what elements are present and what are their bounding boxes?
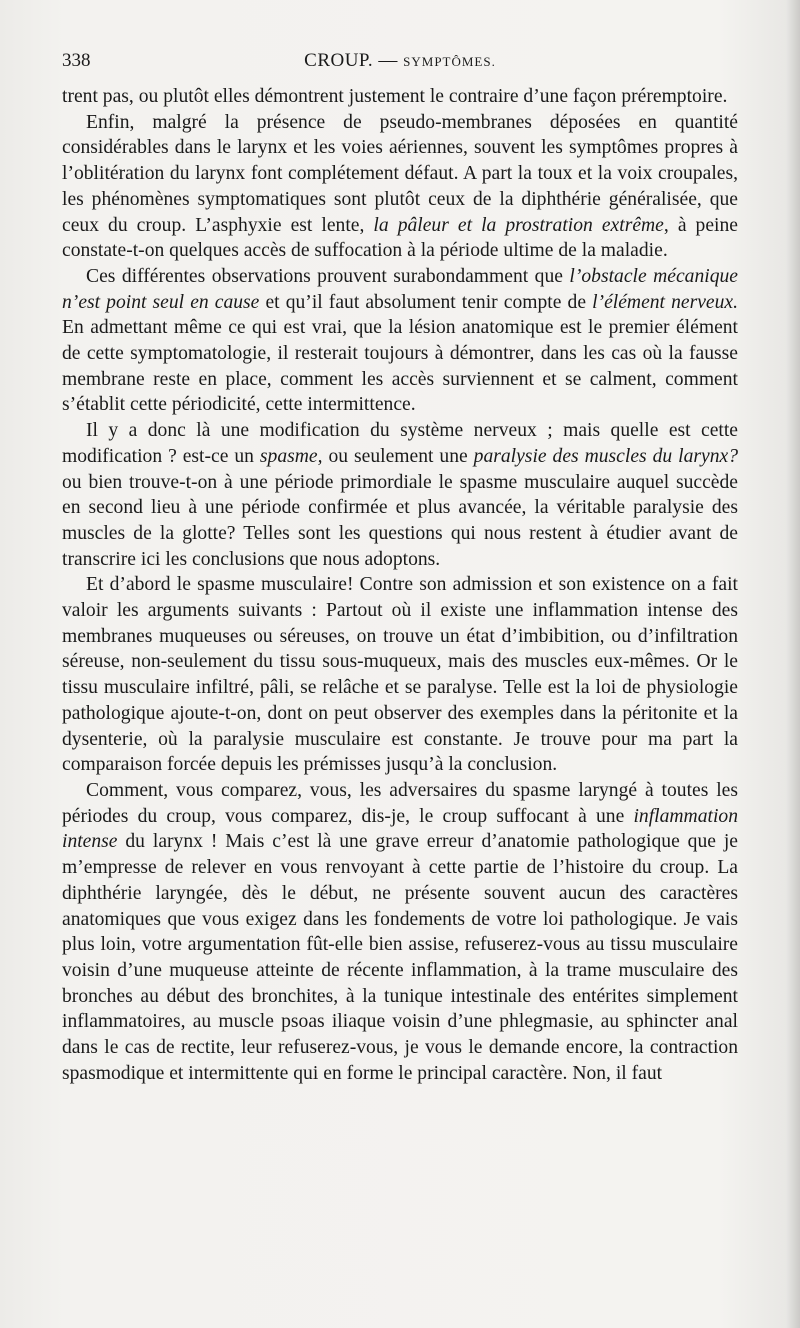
- text-run: trent pas, ou plutôt elles démontrent justement le contraire d’une façon préremptoire.: [62, 86, 728, 107]
- paragraph: [62, 778, 738, 1086]
- running-title: [62, 50, 738, 72]
- paragraph: [62, 418, 738, 572]
- paragraph: [62, 572, 738, 778]
- text-run: du larynx ! Mais c’est là une grave erreur d’anatomie pathologique que je m’empresse de relever en vous renvoyant à cette partie de l’histoire du croup. La diphthérie laryngée, dès le début, ne présente souvent aucun des caractères anatomiques que vous exigez dans les fondements de votre loi pathologique. Je vais plus loin, votre argumentation fût-elle bien assise, refuserez-vous au tissu musculaire voisin d’une muqueuse atteinte de récente inflammation, à la trame musculaire des bronches au début des bronchites, à la tunique intestinale des entérites simplement inflammatoires, au muscle psoas iliaque voisin d’une phlegmasie, au sphincter anal dans le cas de rectite, leur refuserez-vous, je vous le demande encore, la contraction spasmodique et intermittente qui en forme le principal caractère. Non, il faut: [62, 831, 738, 1084]
- text-run: ou seulement une: [322, 445, 474, 467]
- italic-phrase: la pâleur et la prostration extrême: [373, 214, 664, 236]
- page-edge-shadow: [786, 0, 800, 1328]
- italic-phrase: spasme,: [259, 445, 323, 467]
- text-run: En admettant même ce qui est vrai, que la lésion anatomique est le premier élément de cette symptomatologie, il resterait toujours à démontrer, dans les cas où la fausse membrane reste en place, comment les accès surviennent et se calment, comment s’établit cette périodicité, cette intermittence.: [62, 317, 738, 416]
- italic-phrase: l’obstacle mécanique n’est point seul en cause: [62, 265, 738, 313]
- title-separator: —: [373, 50, 404, 71]
- page-number: 338: [62, 50, 91, 71]
- paragraph: [62, 84, 738, 110]
- section-subtitle: SYMPTÔMES.: [403, 54, 496, 69]
- running-head: [62, 50, 738, 76]
- text-run: et qu’il faut absolument tenir compte de: [259, 291, 593, 313]
- paragraph: [62, 264, 738, 418]
- italic-phrase: l’élément nerveux.: [592, 291, 738, 313]
- text-run: Enfin, malgré la présence de pseudo-membranes déposées en quantité considérables dans le larynx et les voies aériennes, souvent les symptômes propres à l’oblitération du larynx font complétement défaut. A part la toux et la voix croupales, les phénomènes symptomatiques sont plutôt ceux de la diphthérie généralisée, que ceux du croup. L’asphyxie est lente,: [62, 111, 738, 236]
- text-run: Comment, vous comparez, vous, les adversaires du spasme laryngé à toutes les périodes du croup, vous comparez, dis-je, le croup suffocant à une: [62, 779, 738, 827]
- text-run: , à peine constate-t-on quelques accès de suffocation à la période ultime de la maladie.: [62, 214, 738, 262]
- italic-phrase: paralysie des muscles du larynx?: [473, 445, 738, 467]
- italic-phrase: inflammation intense: [62, 805, 738, 853]
- text-run: ou bien trouve-t-on à une période primordiale le spasme musculaire auquel succède en second lieu à une période confirmée et plus avancée, la véritable paralysie des muscles de la glotte? Telles sont les questions qui nous restent à étudier avant de transcrire ici les conclusions que nous adoptons.: [62, 471, 738, 570]
- paragraph: [62, 110, 738, 264]
- text-run: Ces différentes observations prouvent surabondamment que: [86, 265, 570, 287]
- text-run: Il y a donc là une modification du système nerveux ; mais quelle est cette modification ? est-ce un: [62, 420, 738, 467]
- body-text: [62, 84, 738, 1086]
- chapter-title: CROUP.: [304, 50, 374, 71]
- text-run: Et d’abord le spasme musculaire! Contre son admission et son existence on a fait valoir les arguments suivants : Partout où il existe une inflammation intense des membranes muqueuses ou séreuses, on trouve un état d’imbibition, ou d’infiltration séreuse, non-seulement du tissu sous-muqueux, mais des muscles eux-mêmes. Or le tissu musculaire infiltré, pâli, se relâche et se paralyse. Telle est la loi de physiologie pathologique ajoute-t-on, dont on peut observer des exemples dans la péritonite et la dysenterie, où la paralysie musculaire est constante. Je trouve pour ma part la comparaison forcée depuis les prémisses jusqu’à la conclusion.: [62, 574, 738, 776]
